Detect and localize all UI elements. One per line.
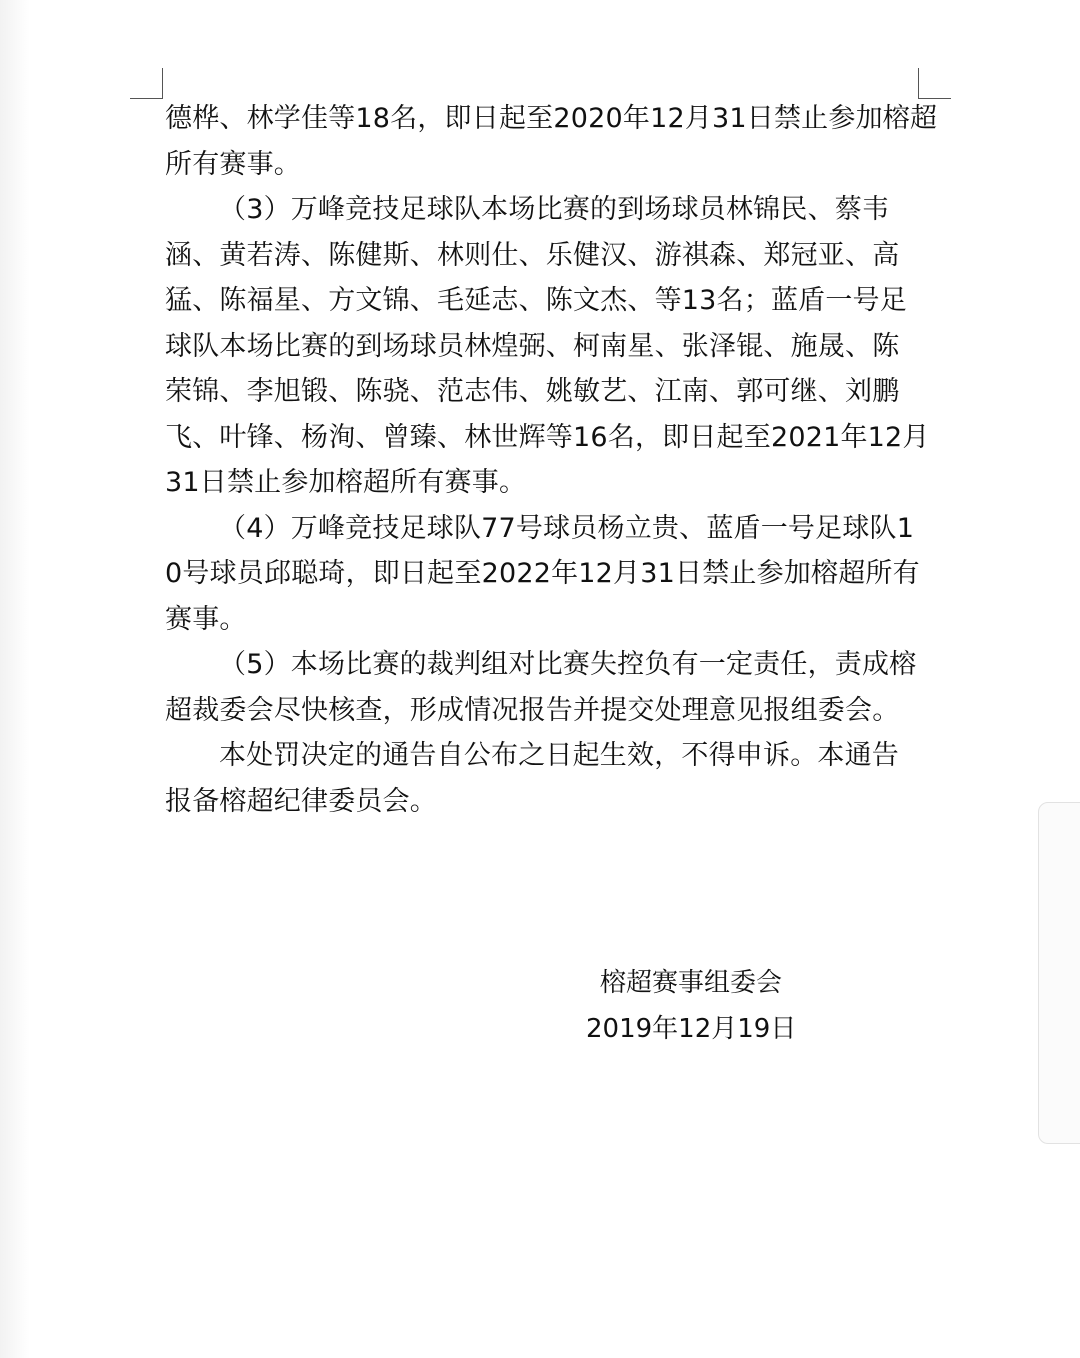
document-body: [165, 96, 938, 824]
body-line: 飞、叶锋、杨洵、曾臻、林世辉等16名，即日起至2021年12月: [165, 421, 930, 453]
page-edge-shadow: [0, 0, 30, 1358]
body-line: （5）本场比赛的裁判组对比赛失控负有一定责任，责成榕: [219, 649, 917, 680]
body-line: （3）万峰竞技足球队本场比赛的到场球员林锦民、蔡韦: [219, 194, 890, 225]
body-line: 荣锦、李旭锻、陈骁、范志伟、姚敏艺、江南、郭可继、刘鹏: [165, 376, 900, 407]
body-line: 报备榕超纪律委员会。: [165, 785, 437, 817]
body-line: 所有赛事。: [165, 148, 301, 180]
signature-date: 2019年12月19日: [586, 1014, 797, 1044]
body-line: 赛事。: [165, 603, 247, 635]
body-line: 本处罚决定的通告自公布之日起生效，不得申诉。本通告: [219, 740, 899, 771]
page-scroll-handle[interactable]: [1038, 802, 1080, 1144]
body-line: 猛、陈福星、方文锦、毛延志、陈文杰、等13名；蓝盾一号足: [165, 285, 907, 316]
margin-corner-mark-top-right: [918, 68, 951, 99]
body-line: 德桦、林学佳等18名，即日起至2020年12月31日禁止参加榕超: [165, 103, 938, 134]
body-line: 31日禁止参加榕超所有赛事。: [165, 467, 527, 498]
body-line: 0号球员邱聪琦，即日起至2022年12月31日禁止参加榕超所有: [165, 558, 920, 589]
body-line: （4）万峰竞技足球队77号球员杨立贵、蓝盾一号足球队1: [219, 512, 915, 544]
body-line: 涵、黄若涛、陈健斯、林则仕、乐健汉、游祺森、郑冠亚、高: [165, 239, 900, 271]
body-line: 超裁委会尽快核查，形成情况报告并提交处理意见报组委会。: [165, 694, 900, 726]
body-line: 球队本场比赛的到场球员林煌弼、柯南星、张泽锟、施晟、陈: [165, 330, 900, 362]
signature-organization: 榕超赛事组委会: [600, 968, 783, 998]
margin-corner-mark-top-left: [130, 68, 163, 99]
